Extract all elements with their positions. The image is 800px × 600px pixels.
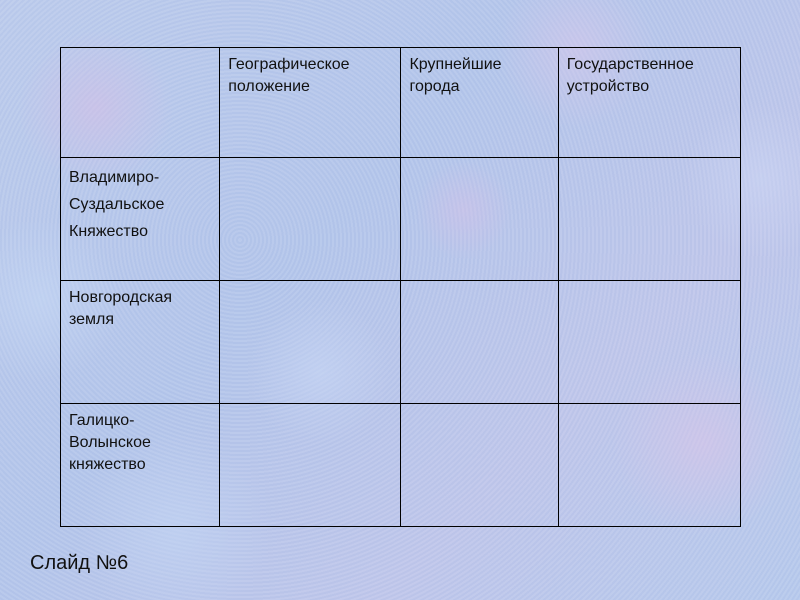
regions-table [60,47,741,527]
table-cell[interactable] [558,281,740,404]
table-cell[interactable] [401,404,558,527]
table-row [61,404,741,527]
table-cell[interactable] [220,404,401,527]
header-cell-government [558,48,740,158]
table-cell[interactable] [401,158,558,281]
row-label-galicia-volhynia: Галицко- Волынское княжество [69,412,151,473]
table-cell[interactable] [401,281,558,404]
table-row [61,158,741,281]
header-cell-empty [61,48,220,158]
table-cell[interactable] [558,404,740,527]
header-geography-label: Географическое положение [228,56,350,95]
header-cell-cities [401,48,558,158]
table-row [61,281,741,404]
row-label-cell [61,281,220,404]
header-government-label: Государственное устройство [566,56,694,95]
header-cell-geography [220,48,401,158]
table-cell[interactable] [558,158,740,281]
table-header-row [61,48,741,158]
row-label-cell [61,158,220,281]
table-cell[interactable] [220,158,401,281]
row-label-cell [61,404,220,527]
table-cell[interactable] [220,281,401,404]
row-label-novgorod: Новгородская земля [69,289,173,328]
row-label-vladimir-suzdal: Владимиро- Суздальское Княжество [69,169,165,240]
slide-number-label: Слайд №6 [30,552,129,574]
header-cities-label: Крупнейшие города [409,56,502,95]
